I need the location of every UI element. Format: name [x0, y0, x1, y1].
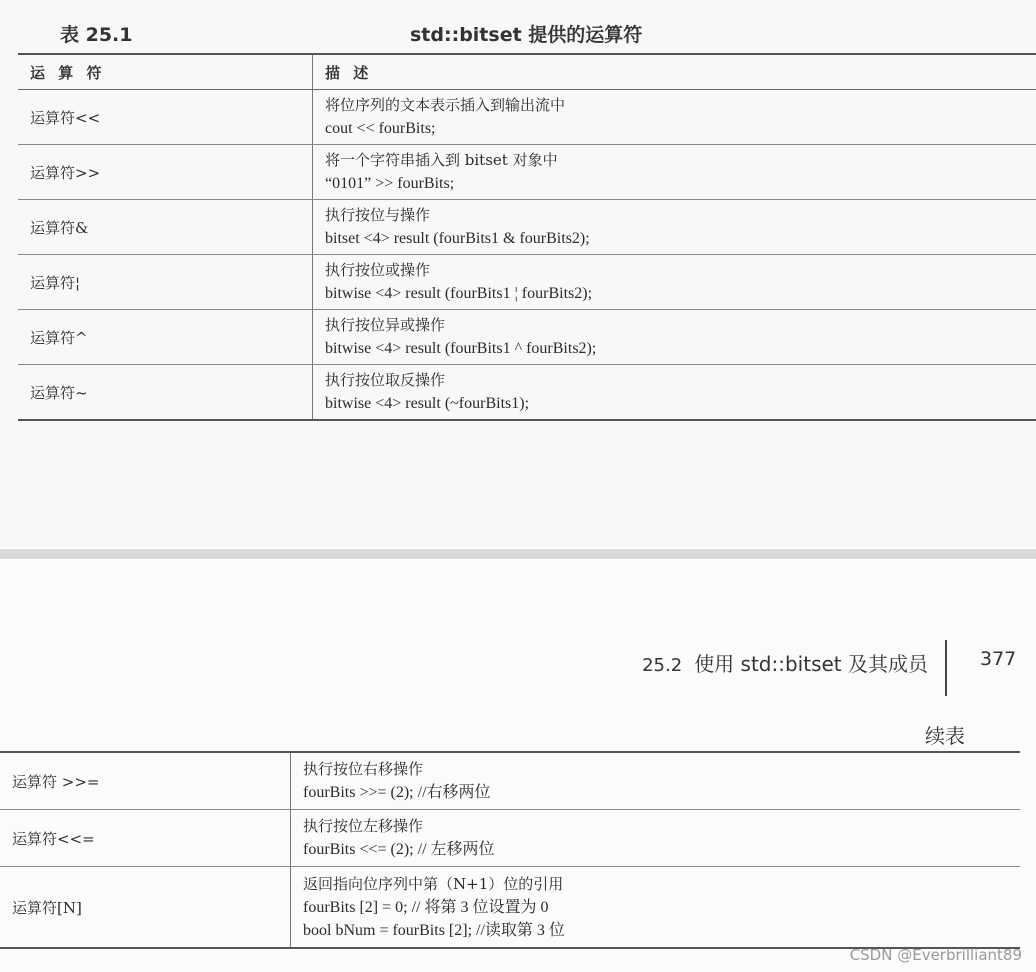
description-cell	[291, 867, 1021, 949]
page-bottom	[0, 560, 1036, 972]
table-row	[18, 310, 1036, 365]
running-header	[642, 648, 928, 677]
code-example: fourBits [2] = 0; // 将第 3 位设置为 0	[303, 898, 549, 916]
page-number: 377	[980, 648, 1017, 670]
table-row	[18, 90, 1036, 145]
code-example: cout << fourBits;	[325, 120, 436, 137]
watermark: CSDN @Everbrilliant89	[849, 946, 1022, 964]
table-row	[0, 752, 1020, 810]
description-cell	[291, 752, 1021, 810]
table-row	[18, 365, 1036, 421]
operators-table-continued	[0, 751, 1020, 949]
operator-cell: 运算符&	[18, 200, 313, 255]
code-example: fourBits >>= (2); //右移两位	[303, 784, 491, 801]
code-example: bitset <4> result (fourBits1 & fourBits2);	[325, 230, 590, 247]
header-description: 描 述	[313, 54, 1036, 90]
code-example-2: bool bNum = fourBits [2]; //读取第 3 位	[303, 921, 565, 939]
description-cell	[313, 200, 1036, 255]
operators-table	[18, 53, 1036, 421]
description-cell	[291, 810, 1021, 867]
table-caption-title: std::bitset 提供的运算符	[410, 24, 643, 46]
description-cell	[313, 255, 1036, 310]
continued-label: 续表	[925, 724, 965, 748]
description-cell	[313, 310, 1036, 365]
description-text: 返回指向位序列中第（N+1）位的引用	[303, 874, 564, 893]
header-divider	[945, 640, 947, 696]
header-operator: 运 算 符	[18, 54, 313, 90]
description-text: 执行按位或操作	[325, 261, 431, 279]
description-text: 执行按位与操作	[325, 206, 431, 224]
table-row	[18, 145, 1036, 200]
operator-cell: 运算符^	[18, 310, 313, 365]
section-title: 使用 std::bitset 及其成员	[694, 652, 928, 676]
table-row	[18, 255, 1036, 310]
description-text: 执行按位取反操作	[325, 371, 446, 389]
description-text: 将一个字符串插入到 bitset 对象中	[325, 151, 558, 169]
section-number: 25.2	[642, 655, 683, 676]
table-row	[0, 867, 1020, 949]
page-separator	[0, 549, 1036, 559]
code-example: bitwise <4> result (fourBits1 ¦ fourBits2);	[325, 285, 593, 302]
description-text: 执行按位左移操作	[303, 817, 424, 835]
operator-cell: 运算符<<	[18, 90, 313, 145]
table-row	[0, 810, 1020, 867]
description-text: 将位序列的文本表示插入到输出流中	[325, 96, 566, 114]
code-example: “0101” >> fourBits;	[325, 175, 455, 192]
operator-cell: 运算符<<=	[0, 810, 291, 867]
code-example: bitwise <4> result (fourBits1 ^ fourBits2);	[325, 340, 597, 357]
operator-cell: 运算符[N]	[0, 867, 291, 949]
description-cell	[313, 90, 1036, 145]
operator-cell: 运算符~	[18, 365, 313, 421]
table-caption-number: 表 25.1	[60, 24, 133, 46]
table-header-row	[18, 54, 1036, 90]
description-text: 执行按位异或操作	[325, 316, 446, 334]
operator-cell: 运算符>>	[18, 145, 313, 200]
description-cell	[313, 145, 1036, 200]
code-example: bitwise <4> result (~fourBits1);	[325, 395, 530, 412]
operator-cell: 运算符¦	[18, 255, 313, 310]
operator-cell: 运算符 >>=	[0, 752, 291, 810]
description-text: 执行按位右移操作	[303, 760, 424, 778]
code-example: fourBits <<= (2); // 左移两位	[303, 841, 495, 858]
table-row	[18, 200, 1036, 255]
description-cell	[313, 365, 1036, 421]
